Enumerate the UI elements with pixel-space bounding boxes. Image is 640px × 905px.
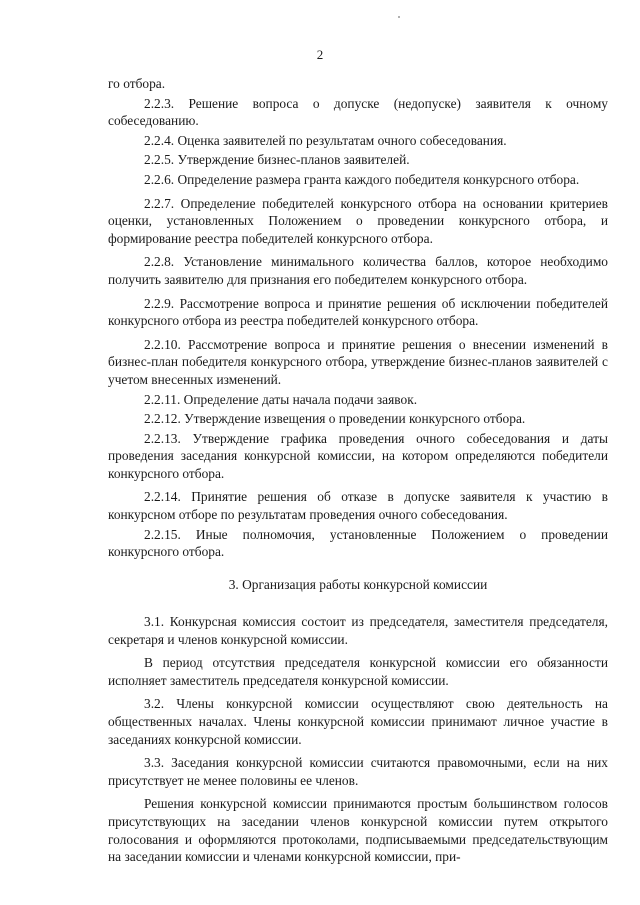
paragraph-2-2-9: 2.2.9. Рассмотрение вопроса и принятие решения об исключении победителей конкурсного отбора из реестра победителей конкурсного отбора.: [108, 295, 608, 329]
paragraph-3-1: 3.1. Конкурсная комиссия состоит из председателя, заместителя председателя, секретаря и членов конкурсной комиссии.: [108, 614, 608, 647]
section-3-body: [108, 613, 608, 868]
page-number: 2: [316, 47, 324, 62]
paragraph-2-2-13: 2.2.13. Утверждение графика проведения очного собеседования и даты проведения заседания конкурсной комиссии, на котором определяются победители конкурсного отбора.: [108, 430, 608, 481]
paragraph-continuation: го отбора.: [108, 76, 166, 91]
section-2-continued: [108, 75, 608, 563]
paragraph-3-3: 3.3. Заседания конкурсной комиссии считаются правомочными, если на них присутствует не менее половины ее членов.: [108, 755, 608, 788]
paragraph-2-2-14: 2.2.14. Принятие решения об отказе в допуске заявителя к участию в конкурсном отборе по результатам проведения очного собеседования.: [108, 489, 608, 523]
paragraph-2-2-11: 2.2.11. Определение даты начала подачи заявок.: [144, 391, 418, 407]
paragraph-3-2: 3.2. Члены конкурсной комиссии осуществляют свою деятельность на общественных началах. Члены конкурсной комиссии принимают личное участие в заседаниях конкурсной комиссии.: [108, 696, 608, 747]
paragraph-2-2-8: 2.2.8. Установление минимального количества баллов, которое необходимо получить заявителю для признания его победителем конкурсного отбора.: [108, 254, 608, 287]
paragraph-2-2-12: 2.2.12. Утверждение извещения о проведении конкурсного отбора.: [144, 411, 526, 427]
paragraph-3-3-decisions: Решения конкурсной комиссии принимаются простым большинством голосов присутствующих на заседании членов конкурсной комиссии путем открытого голосования и оформляются протоколами, подписываемыми председательствующим на заседании комиссии и членами конкурсной комиссии, при-: [108, 796, 608, 865]
paragraph-2-2-10: 2.2.10. Рассмотрение вопроса и принятие решения о внесении изменений в бизнес-план победителя конкурсного отбора, утверждение бизнес-планов заявителей с учетом внесенных изменений.: [108, 336, 608, 387]
paragraph-2-2-7: 2.2.7. Определение победителей конкурсного отбора на основании критериев оценки, установленных Положением о проведении конкурсного отбора, и формирование реестра победителей конкурсного отбора.: [108, 195, 608, 246]
paragraph-2-2-3: 2.2.3. Решение вопроса о допуске (недопуске) заявителя к очному собеседованию.: [108, 95, 608, 129]
scan-speck: [398, 16, 400, 18]
paragraph-2-2-5: 2.2.5. Утверждение бизнес-планов заявителей.: [144, 152, 410, 168]
paragraph-2-2-6: 2.2.6. Определение размера гранта каждого победителя конкурсного отбора.: [144, 171, 580, 187]
paragraph-2-2-4: 2.2.4. Оценка заявителей по результатам очного собеседования.: [144, 132, 507, 148]
paragraph-2-2-15: 2.2.15. Иные полномочия, установленные Положением о проведении конкурсного отбора.: [108, 526, 608, 560]
section-heading: 3. Организация работы конкурсной комиссии: [228, 577, 488, 592]
paragraph-3-1-deputy: В период отсутствия председателя конкурсной комиссии его обязанности исполняет заместитель председателя конкурсной комиссии.: [108, 655, 608, 688]
